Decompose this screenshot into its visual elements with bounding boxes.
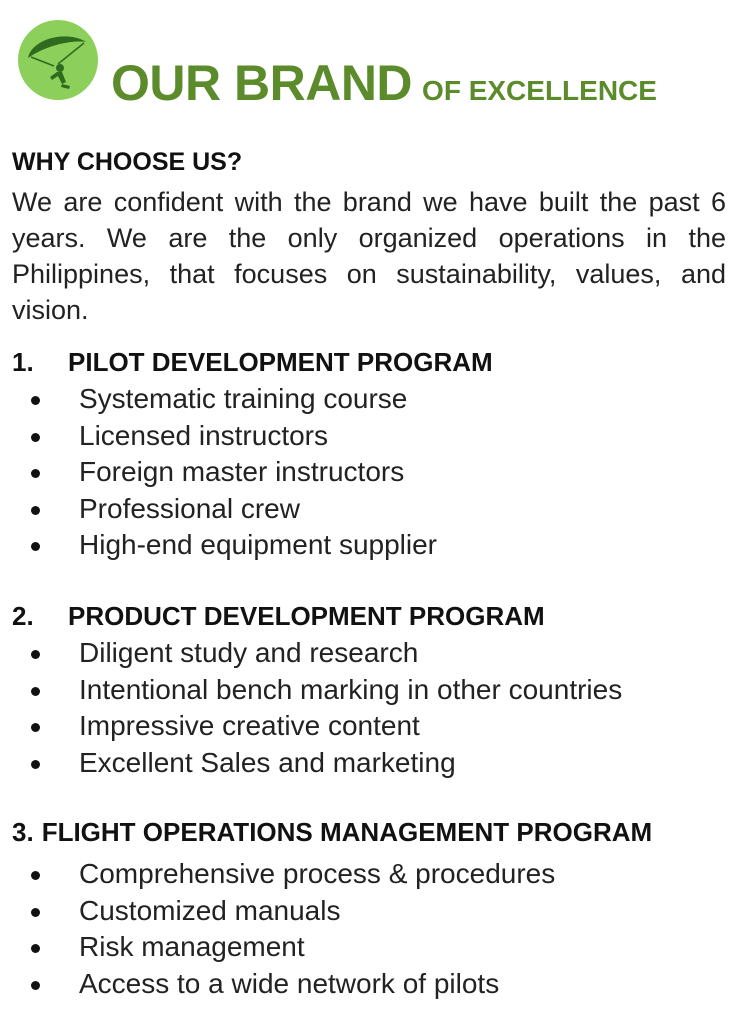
- program-number: 1.: [12, 347, 34, 377]
- bullet: [31, 723, 40, 732]
- bullet: [31, 760, 40, 769]
- list-item-text: Impressive creative content: [79, 710, 420, 741]
- list-item: [0, 893, 555, 930]
- list-item: [0, 672, 622, 709]
- program-number: 2.: [12, 601, 34, 631]
- title-main: OUR BRAND: [111, 55, 413, 111]
- bullet: [31, 542, 40, 551]
- paraglider-icon: [18, 20, 98, 100]
- list-item-text: Customized manuals: [79, 894, 341, 926]
- list-item-text: Licensed instructors: [79, 419, 329, 451]
- program-1-heading: [12, 347, 493, 378]
- intro-paragraph: We are confident with the brand we have built the past 6 years. We are the only organized operations in the Philippines, that focuses on sustainability, values, and vision.: [12, 187, 726, 325]
- list-item: [0, 418, 437, 455]
- list-item: [0, 745, 622, 782]
- bullet: [31, 981, 40, 990]
- title-sub: OF EXCELLENCE: [422, 75, 657, 106]
- program-1-list: [0, 381, 437, 564]
- list-item: [0, 381, 437, 418]
- program-title: PRODUCT DEVELOPMENT PROGRAM: [68, 601, 545, 631]
- program-2-heading: [12, 601, 545, 632]
- program-3-list: [0, 856, 555, 1002]
- list-item-text: High-end equipment supplier: [79, 529, 437, 560]
- list-item: [0, 635, 622, 672]
- brand-logo: [18, 20, 98, 100]
- list-item-text: Access to a wide network of pilots: [79, 967, 500, 999]
- bullet: [31, 908, 40, 917]
- list-item: [0, 966, 555, 1003]
- list-item-text: Professional crew: [79, 492, 300, 524]
- list-item-text: Foreign master instructors: [79, 456, 405, 487]
- bullet: [31, 650, 40, 659]
- program-title: PILOT DEVELOPMENT PROGRAM: [68, 347, 493, 377]
- list-item: [0, 929, 555, 966]
- list-item-text: Intentional bench marking in other countries: [79, 673, 623, 705]
- list-item-text: Risk management: [79, 931, 305, 962]
- bullet: [31, 944, 40, 953]
- list-item-text: Comprehensive process & procedures: [79, 858, 556, 889]
- list-item: [0, 527, 437, 564]
- list-item-text: Diligent study and research: [79, 637, 419, 668]
- page-title: [111, 54, 657, 112]
- program-3-heading: [12, 817, 652, 848]
- bullet: [31, 469, 40, 478]
- list-item: [0, 856, 555, 893]
- bullet: [31, 433, 40, 442]
- list-item: [0, 708, 622, 745]
- bullet: [31, 871, 40, 880]
- bullet: [31, 687, 40, 696]
- list-item-text: Systematic training course: [79, 383, 408, 414]
- program-2-list: [0, 635, 622, 781]
- list-item: [0, 454, 437, 491]
- program-title: FLIGHT OPERATIONS MANAGEMENT PROGRAM: [41, 817, 653, 847]
- why-choose-heading: WHY CHOOSE US?: [12, 148, 243, 176]
- list-item: [0, 491, 437, 528]
- list-item-text: Excellent Sales and marketing: [79, 746, 456, 778]
- bullet: [31, 506, 40, 515]
- program-number: 3.: [12, 817, 34, 847]
- bullet: [31, 396, 40, 405]
